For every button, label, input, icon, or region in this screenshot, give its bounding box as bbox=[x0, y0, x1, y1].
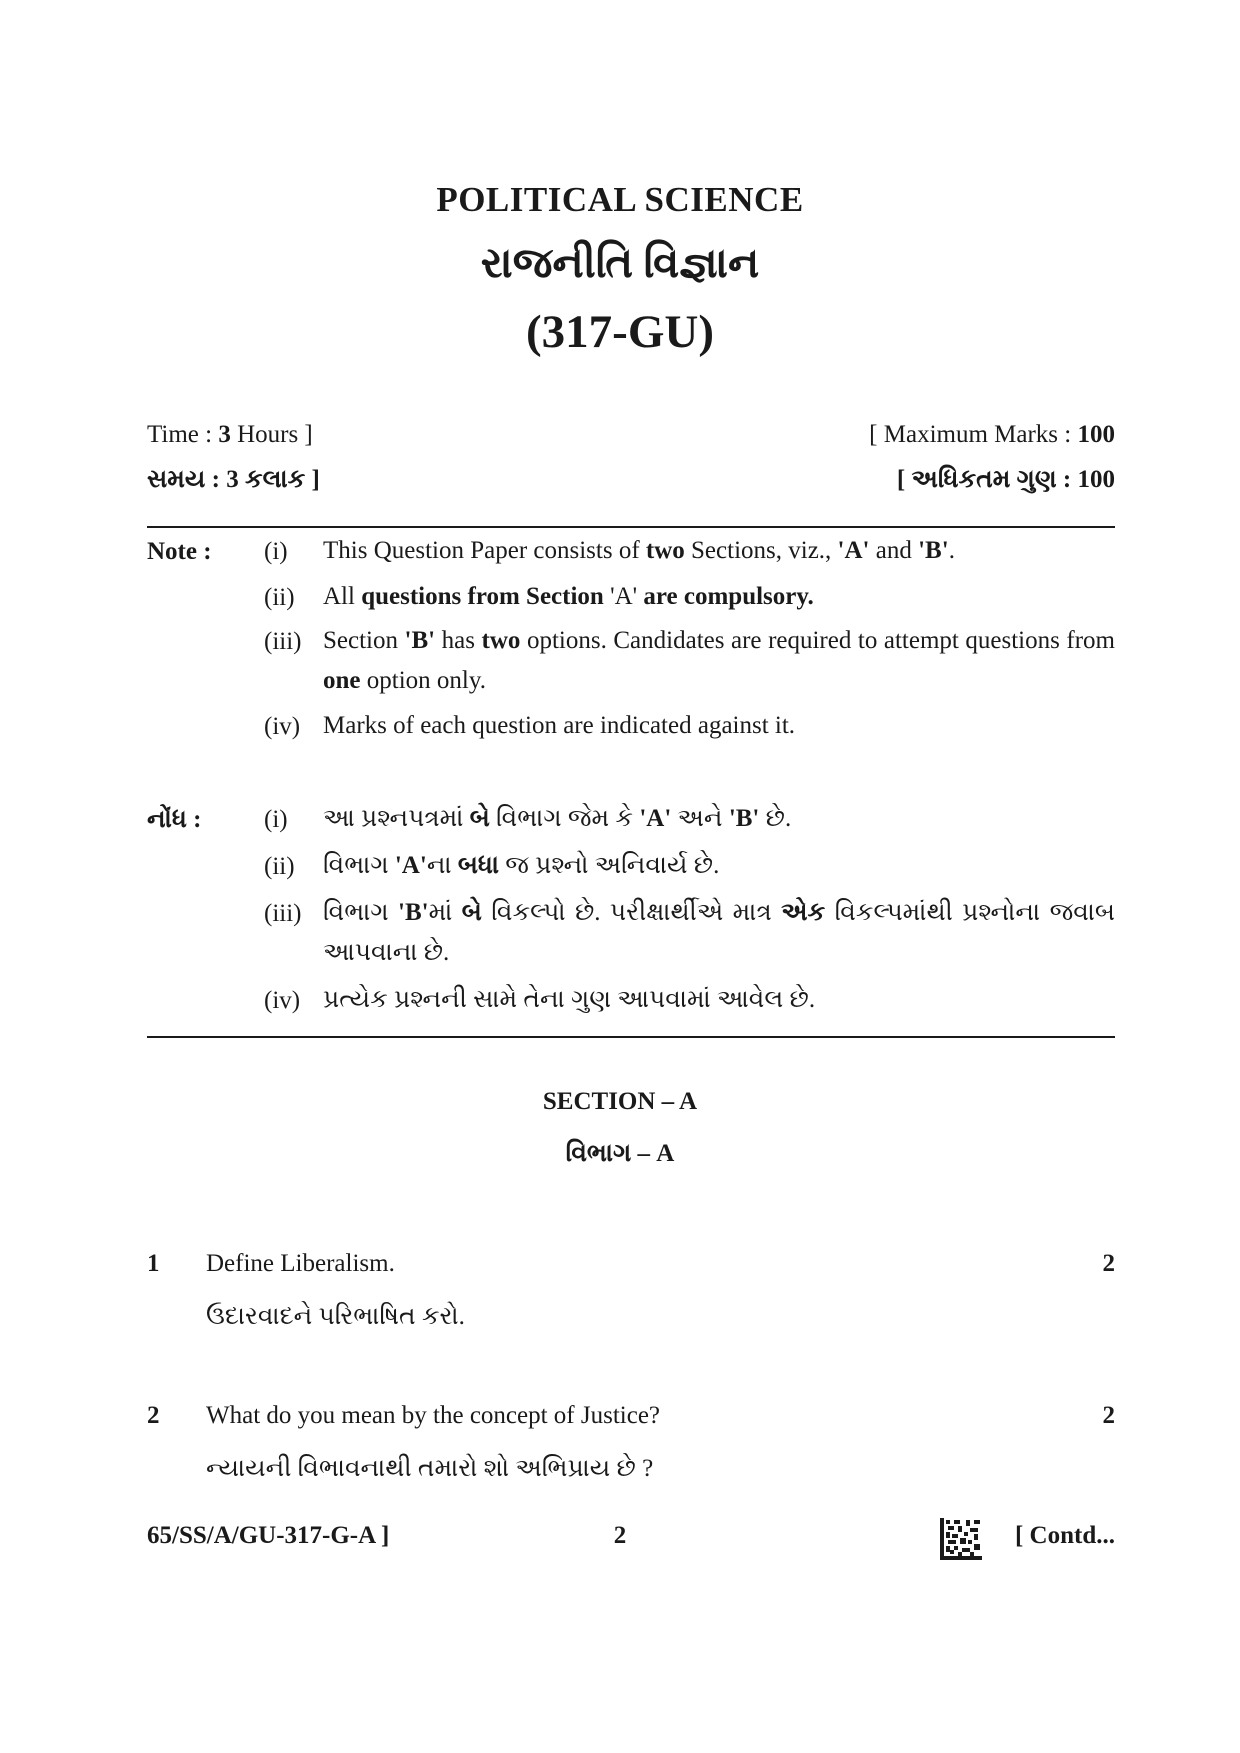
qr-code-icon bbox=[940, 1518, 982, 1560]
divider-bottom bbox=[147, 1036, 1115, 1038]
time-english: Time : 3 Hours ] bbox=[147, 421, 313, 448]
note-gujarati-item-1-number: (i) bbox=[264, 806, 288, 833]
note-english-item-2-text: All questions from Section 'A' are compulsory. bbox=[323, 583, 814, 610]
subject-title-gujarati: રાજનીતિ વિજ્ઞાન bbox=[480, 241, 760, 287]
subject-title-english: POLITICAL SCIENCE bbox=[436, 180, 804, 219]
page-number: 2 bbox=[613, 1522, 627, 1549]
paper-code: 65/SS/A/GU-317-G-A ] bbox=[147, 1522, 390, 1549]
question-1-text-english: Define Liberalism. bbox=[206, 1250, 395, 1277]
question-2-text-gujarati: ન્યાયની વિભાવનાથી તમારો શો અભિપ્રાય છે ? bbox=[206, 1455, 654, 1482]
note-english-item-4-number: (iv) bbox=[264, 713, 301, 740]
note-english-item-2-number: (ii) bbox=[264, 584, 295, 611]
note-gujarati-item-3-number: (iii) bbox=[264, 900, 302, 927]
note-gujarati-item-4-text: પ્રત્યેક પ્રશ્નની સામે તેના ગુણ આપવામાં આવેલ છે. bbox=[323, 986, 816, 1013]
time-gujarati: સમય : 3 કલાક ] bbox=[147, 466, 320, 493]
question-2-marks: 2 bbox=[1102, 1402, 1115, 1429]
note-gujarati-item-2-number: (ii) bbox=[264, 853, 295, 880]
note-label-english: Note : bbox=[147, 538, 212, 565]
question-1-text-gujarati: ઉદારવાદને પરિભાષિત કરો. bbox=[206, 1303, 465, 1330]
continued-label: [ Contd... bbox=[1014, 1522, 1115, 1549]
note-label-gujarati: નોંધ : bbox=[147, 806, 202, 833]
note-gujarati-item-2-text: વિભાગ 'A'ના બધા જ પ્રશ્નો અનિવાર્ય છે. bbox=[323, 852, 720, 879]
note-gujarati-item-4-number: (iv) bbox=[264, 987, 301, 1014]
note-gujarati-item-3-text: વિભાગ 'B'માં બે વિકલ્પો છે. પરીક્ષાર્થીએ માત્ર એક વિકલ્પમાંથી પ્રશ્નોના જવાબ આપવાના છે. bbox=[323, 899, 1115, 966]
question-2-text-english: What do you mean by the concept of Justice? bbox=[206, 1402, 661, 1429]
note-english-item-3-number: (iii) bbox=[264, 628, 302, 655]
divider-top bbox=[147, 526, 1115, 528]
subject-code: (317-GU) bbox=[526, 306, 714, 358]
section-heading-gujarati: વિભાગ – A bbox=[565, 1140, 675, 1167]
note-english-item-4-text: Marks of each question are indicated against it. bbox=[323, 712, 796, 739]
question-1-marks: 2 bbox=[1102, 1250, 1115, 1277]
note-gujarati-item-1-text: આ પ્રશ્નપત્રમાં બે વિભાગ જેમ કે 'A' અને 'B' છે. bbox=[323, 805, 792, 832]
note-english-item-1-text: This Question Paper consists of two Sections, viz., 'A' and 'B'. bbox=[323, 537, 955, 564]
max-marks-english: [ Maximum Marks : 100 bbox=[869, 421, 1115, 448]
note-english-item-3-text: Section 'B' has two options. Candidates are required to attempt questions from one option only. bbox=[323, 627, 1115, 694]
max-marks-gujarati: [ અધિકતમ ગુણ : 100 bbox=[896, 466, 1115, 493]
question-2-number: 2 bbox=[147, 1402, 160, 1429]
section-heading-english: SECTION – A bbox=[542, 1088, 698, 1115]
note-english-item-1-number: (i) bbox=[264, 538, 288, 565]
question-1-number: 1 bbox=[147, 1250, 160, 1277]
